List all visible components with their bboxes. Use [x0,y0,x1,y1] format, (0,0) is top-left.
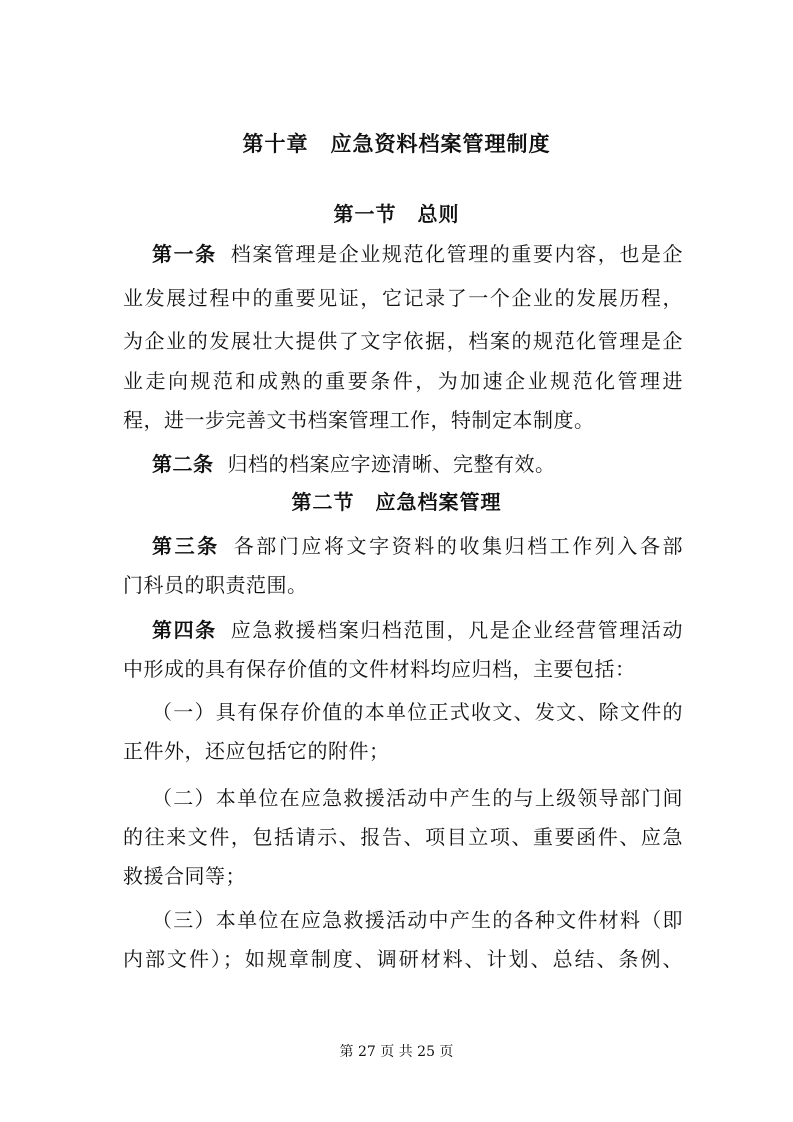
article-1-line-4: 业走向规范和成熟的重要条件，为加速企业规范化管理进 [123,369,683,393]
article-1-line-5: 程，进一步完善文书档案管理工作，特制定本制度。 [123,408,595,432]
page-footer: 第 27 页 共 25 页 [339,1044,454,1060]
item-2-line-2: 的往来文件，包括请示、报告、项目立项、重要函件、应急 [123,825,683,849]
article-1-line-1: 第一条 档案管理是企业规范化管理的重要内容，也是企 [152,242,684,266]
section-title-general: 第一节 总则 [333,202,460,226]
article-3-line-2: 门科员的职责范围。 [123,573,308,597]
article-2-line: 第二条 归档的档案应字迹清晰、完整有效。 [152,452,556,476]
item-1-line-2: 正件外，还应包括它的附件； [123,739,390,763]
article-1-label: 第一条 [152,242,217,266]
item-2-line-1: （二）本单位在应急救援活动中产生的与上级领导部门间 [152,786,683,810]
item-2-line-3: 救援合同等； [123,864,246,888]
item-1-line-1: （一）具有保存价值的本单位正式收文、发文、除文件的 [152,700,683,724]
article-3-line-1: 第三条 各部门应将文字资料的收集归档工作列入各部 [152,534,684,558]
chapter-title: 第十章 应急资料档案管理制度 [242,131,551,156]
article-1-line-3: 为企业的发展壮大提供了文字依据，档案的规范化管理是企 [123,329,683,353]
article-4-line-2: 中形成的具有保存价值的文件材料均应归档，主要包括： [123,657,636,681]
article-4-label: 第四条 [152,618,217,642]
item-3-line-1: （三）本单位在应急救援活动中产生的各种文件材料（即 [152,908,683,932]
article-1-line-2: 业发展过程中的重要见证，它记录了一个企业的发展历程， [123,286,683,310]
item-3-line-2: 内部文件）；如规章制度、调研材料、计划、总结、条例、 [123,947,683,971]
article-4-line-1: 第四条 应急救援档案归档范围，凡是企业经营管理活动 [152,618,684,642]
article-2-label: 第二条 [152,452,214,476]
section-title-archive: 第二节 应急档案管理 [291,490,502,514]
article-3-label: 第三条 [152,534,220,558]
